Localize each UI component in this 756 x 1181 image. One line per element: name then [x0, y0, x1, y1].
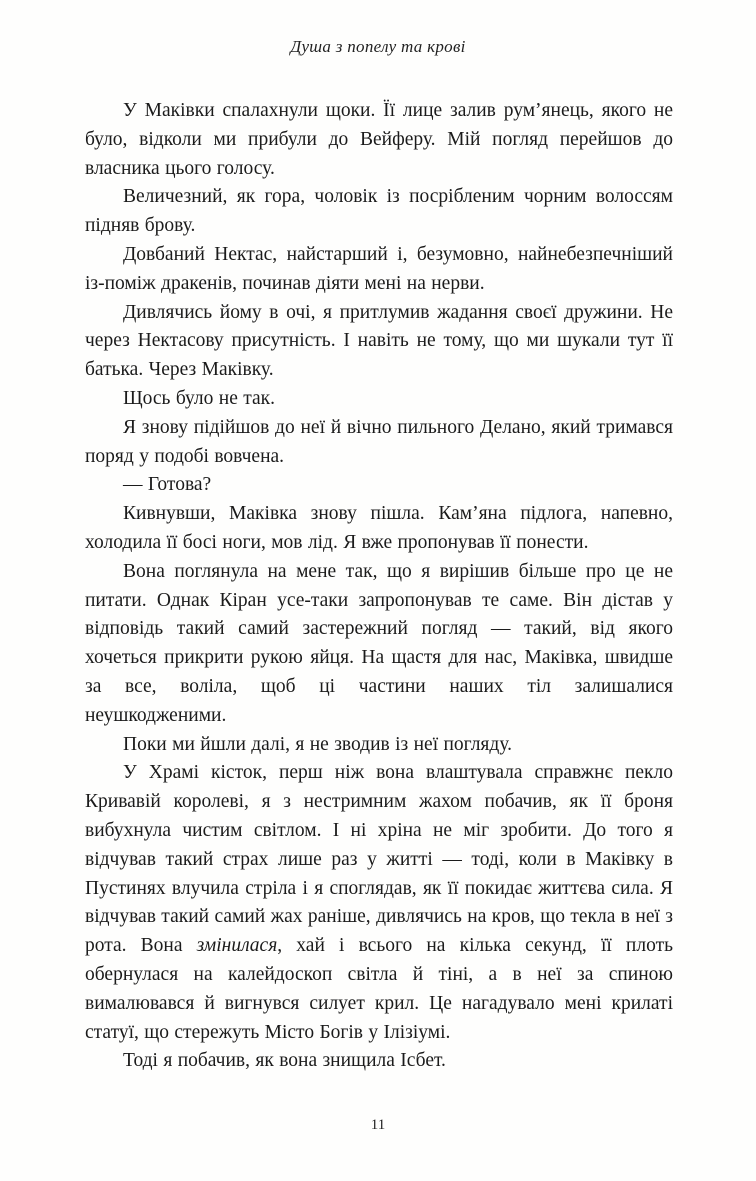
paragraph: [85, 241, 673, 299]
text-segment: Щось було не так.: [123, 387, 275, 409]
paragraph: [85, 759, 673, 1047]
paragraph: [85, 471, 673, 500]
running-head: Душа з попелу та крові: [290, 37, 466, 56]
text-segment: Довбаний Нектас, найстарший і, безумовно, найнебезпечніший із-поміж дракенів, починав діяти мені на нерви.: [85, 243, 673, 294]
paragraph: [85, 731, 673, 760]
text-segment: Дивлячись йому в очі, я притлумив жадання своєї дружини. Не через Нектасову присутність. І навіть не тому, що ми шукали тут її батька. Через Маківку.: [85, 301, 673, 381]
paragraph: [85, 558, 673, 731]
text-segment: Вона поглянула на мене так, що я вирішив більше про це не питати. Однак Кіран усе-таки запропонував те саме. Він дістав у відповідь такий самий застережний погляд — такий, від якого хочеться прикрити рукою яйця. На щастя для нас, Маківка, швидше за все, воліла, щоб ці частини наших тіл залишалися неушкодженими.: [85, 560, 673, 726]
paragraph: [85, 1047, 673, 1076]
text-segment: — Готова?: [123, 474, 212, 496]
text-segment: , хай і всього на кілька секунд, її плоть обернулася на калейдоскоп світла й тіні, а в неї за спиною вималювався й вигнувся силует крил. Це нагадувало мені крилаті статуї, що стережуть Місто Богів у Ілізіумі.: [85, 935, 673, 1043]
text-segment: Поки ми йшли далі, я не зводив із неї погляду.: [123, 733, 512, 755]
text-segment: Величезний, як гора, чоловік із посрібленим чорним волоссям підняв брову.: [85, 186, 673, 237]
text-segment: У Маківки спалахнули щоки. Її лице залив рум’янець, якого не було, відколи ми прибули до Вейферу. Мій погляд перейшов до власника цього голосу.: [85, 100, 673, 179]
paragraph: [85, 97, 673, 183]
text-segment: Кивнувши, Маківка знову пішла. Кам’яна підлога, напевно, холодила її босі ноги, мов лід. Я вже пропонував її понести.: [85, 503, 673, 553]
paragraph: [85, 414, 673, 472]
page-body: [85, 97, 673, 1076]
text-segment: Тоді я побачив, як вона знищила Ісбет.: [123, 1050, 446, 1072]
text-segment: Я знову підійшов до неї й вічно пильного Делано, який тримався поряд у подобі вовчена.: [85, 416, 673, 467]
paragraph: [85, 385, 673, 414]
paragraph: [85, 299, 673, 385]
paragraph: [85, 183, 673, 241]
paragraph: [85, 500, 673, 558]
page-number: 11: [370, 1117, 386, 1133]
text-segment: У Храмі кісток, перш ніж вона влаштувала справжнє пекло Кривавій королеві, я з нестримним жахом побачив, як її броня вибухнула чистим світлом. І ні хріна не міг зробити. До того я відчував такий страх лише раз у житті — тоді, коли в Маківку в Пустинях влучила стріла і я споглядав, як її покидає життєва сила. Я відчував такий самий жах раніше, дивлячись на кров, що текла в неї з рота. Вона: [85, 762, 673, 957]
emphasized-text: змінилася: [196, 935, 278, 957]
